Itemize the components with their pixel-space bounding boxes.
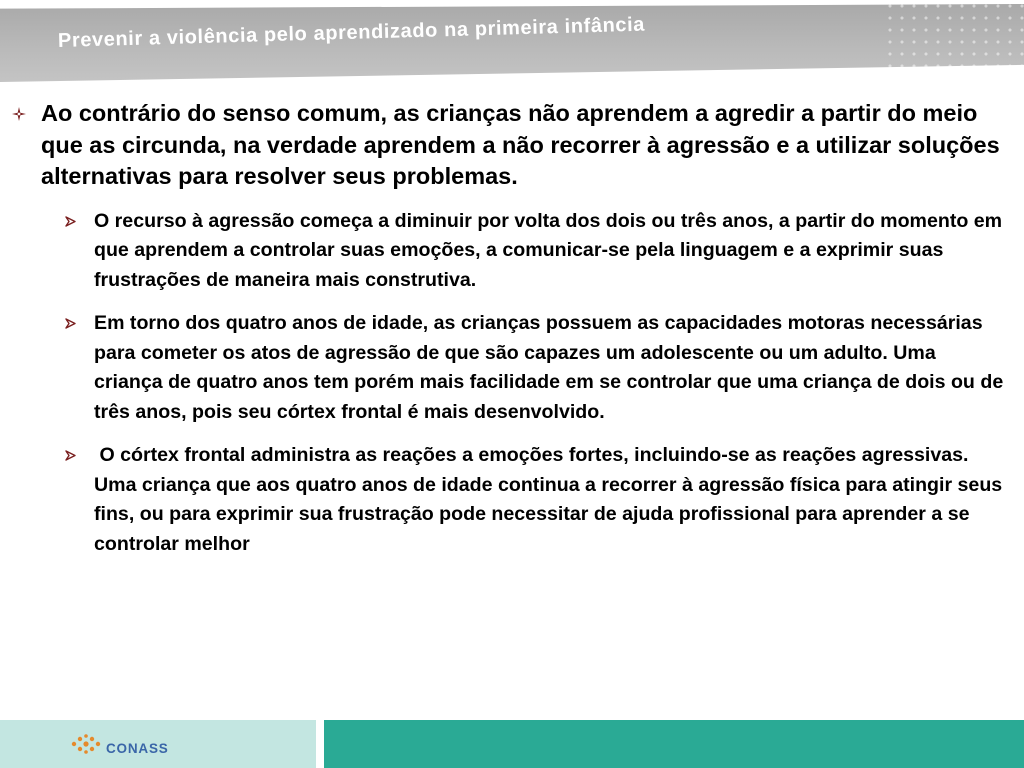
diamond-bullet-icon [12, 107, 26, 121]
arrowhead-bullet-icon [65, 318, 76, 329]
sub-bullet-list [0, 207, 1024, 560]
slide-title: Prevenir a violência pelo aprendizado na primeira infância [57, 13, 646, 52]
arrowhead-bullet-icon [65, 216, 76, 227]
arrowhead-bullet-icon [65, 450, 76, 461]
header-banner [0, 0, 1024, 90]
conass-star-logo-icon [68, 732, 106, 756]
sub-bullet-item [0, 207, 1024, 296]
sub-bullet-text: O recurso à agressão começa a diminuir por volta dos dois ou três anos, a partir do momento em que aprendem a controlar suas emoções, a comunicar-se pela linguagem e a exprimir suas frustrações de maneira mais construtiva. [94, 209, 1003, 291]
sub-bullet-item [0, 441, 1024, 559]
footer-logo-panel [0, 720, 316, 768]
main-bullet-item [0, 98, 1024, 193]
slide-content [0, 98, 1024, 573]
logo-text: CONASS [106, 741, 169, 756]
footer-accent-bar [324, 720, 1024, 768]
sub-bullet-text: Em torno dos quatro anos de idade, as crianças possuem as capacidades motoras necessárias para cometer os atos de agressão de que são capazes um adolescente ou um adulto. Uma criança de quatro anos tem porém mais facilidade em se controlar que uma criança de dois ou de três anos, pois seu córtex frontal é mais desenvolvido. [94, 312, 1004, 423]
sub-bullet-item [0, 309, 1024, 427]
main-bullet-text: Ao contrário do senso comum, as crianças não aprendem a agredir a partir do meio que as circunda, na verdade aprendem a não recorrer à agressão e a utilizar soluções alternativas para resolver seus problemas. [41, 100, 1000, 189]
sub-bullet-text: O córtex frontal administra as reações a emoções fortes, incluindo-se as reações agressivas. Uma criança que aos quatro anos de idade continua a recorrer à agressão física para atingir seus fins, ou para exprimir sua frustração pode necessitar de ajuda profissional para aprender a se controlar melhor [94, 444, 1008, 555]
footer [0, 720, 1024, 768]
header-dot-pattern [884, 0, 1024, 90]
